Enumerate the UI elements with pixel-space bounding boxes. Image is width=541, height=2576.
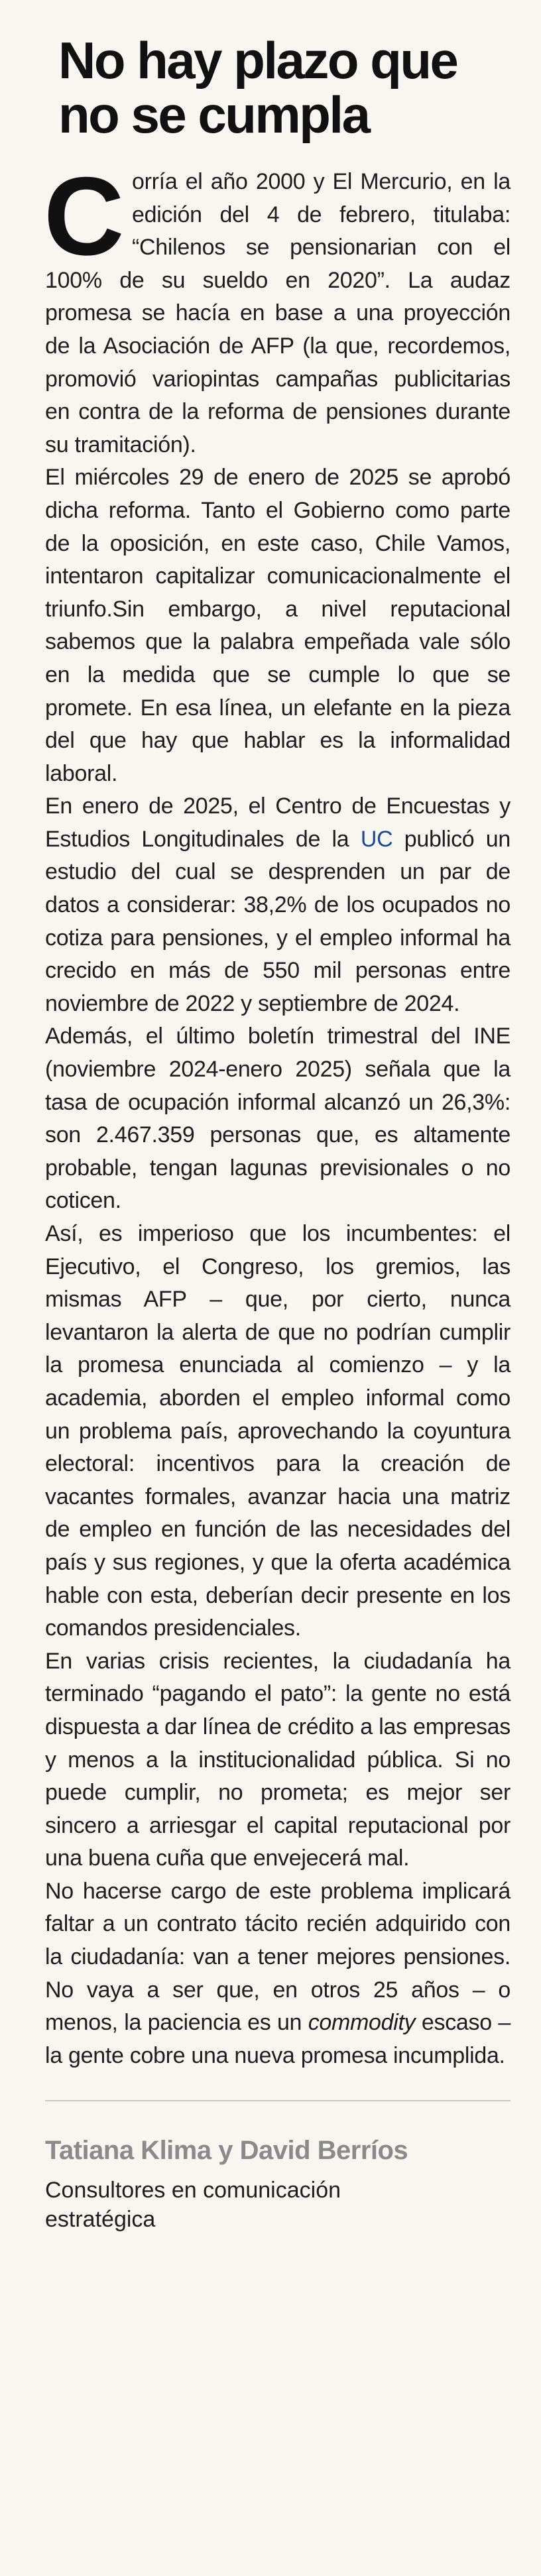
article-body xyxy=(44,154,511,2072)
opinion-article xyxy=(45,33,511,2234)
paragraph-7-text-end: escaso – la gente cobre una nueva promesa incumplida. xyxy=(45,2010,511,2068)
paragraph-7 xyxy=(45,1875,511,2073)
paragraph-6: En varias crisis recientes, la ciudadanía ha terminado “pagando el pato”: la gente no está dispuesta a dar línea de crédito a las empresas y menos a la institucionalidad pública. Si no puede cumplir, no prometa; es mejor ser sincero a arriesgar el capital reputacional por una buena cuña que envejecerá mal. xyxy=(45,1648,511,1871)
headline-line-2: no se cumpla xyxy=(58,86,369,144)
drop-cap: C xyxy=(44,154,125,278)
paragraph-4: Además, el último boletín trimestral del INE (noviembre 2024-enero 2025) señala que la tasa de ocupación informal alcanzó un 26,3%: son 2.467.359 personas que, es altamente probable, tengan lagunas previsionales o no coticen. xyxy=(45,1024,511,1214)
paragraph-7-text-start: No hacerse cargo de este problema implicará faltar a un contrato tácito recién adquirido con la ciudadanía: van a tener mejores pensiones. No vaya a ser que, en otros 25 años – o menos, la paciencia es un xyxy=(45,1878,511,2036)
headline-line-1: No hay plazo que xyxy=(58,31,457,89)
headline xyxy=(58,33,511,142)
paragraph-1 xyxy=(44,154,511,461)
commodity-italic: commodity xyxy=(308,2010,416,2036)
paragraph-1-text: orría el año 2000 y El Mercurio, en la edición del 4 de febrero, titulaba: “Chilenos se pensionarian con el 100% de su sueldo en 2020”. La audaz promesa se hacía en base a una proyección de la Asociación de AFP (la que, recordemos, promovió variopintas campañas publicitarias en contra de la reforma de pensiones durante su tramitación). xyxy=(45,169,511,457)
paragraph-2: El miércoles 29 de enero de 2025 se aprobó dicha reforma. Tanto el Gobierno como parte de la oposición, en este caso, Chile Vamos, intentaron capitalizar comunicacionalmente el triunfo.Sin embargo, a nivel reputacional sabemos que la palabra empeñada vale sólo en la medida que se cumple lo que se promete. En esa línea, un elefante en la pieza del que hay que hablar es la informalidad laboral. xyxy=(45,465,511,786)
uc-link[interactable]: UC xyxy=(360,826,393,852)
byline-divider xyxy=(45,2100,511,2101)
paragraph-3 xyxy=(45,790,511,1020)
byline-role: Consultores en comunicación estratégica xyxy=(45,2178,341,2233)
paragraph-3-text-end: publicó un estudio del cual se desprenden un par de datos a considerar: 38,2% de los ocupados no cotiza para pensiones, y el empleo informal ha crecido en más de 550 mil personas entre noviembre de 2022 y septiembre de 2024. xyxy=(45,826,511,1016)
paragraph-5: Así, es imperioso que los incumbentes: el Ejecutivo, el Congreso, los gremios, las mismas AFP – que, por cierto, nunca levantaron la alerta de que no podrían cumplir la promesa enunciada al comienzo – y la academia, aborden el empleo informal como un problema país, aprovechando la coyuntura electoral: incentivos para la creación de vacantes formales, avanzar hacia una matriz de empleo en función de las necesidades del país y sus regiones, y que la oferta académica hable con esta, deberían decir presente en los comandos presidenciales. xyxy=(45,1221,511,1641)
byline-authors: Tatiana Klima y David Berríos xyxy=(45,2136,408,2166)
paragraph-3-text-start: En enero de 2025, el Centro de Encuestas y Estudios Longitudinales de la xyxy=(45,793,511,852)
